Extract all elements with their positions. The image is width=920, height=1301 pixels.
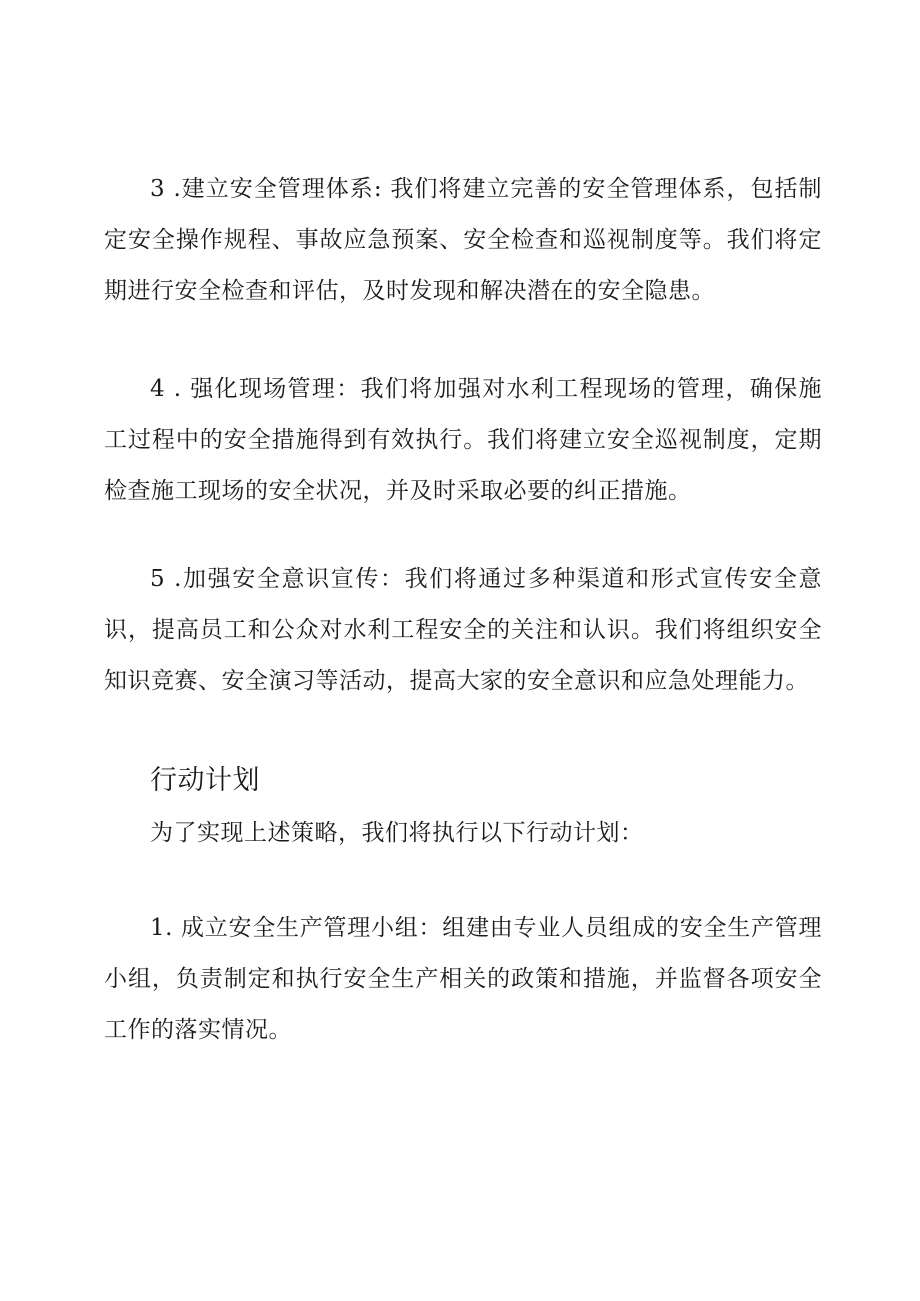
- strategy-paragraph-3: 3 .建立安全管理体系: 我们将建立完善的安全管理体系，包括制定安全操作规程、事故应急预案、安全检查和巡视制度等。我们将定期进行安全检查和评估，及时发现和解决潜在的安全隐患。: [104, 176, 822, 304]
- strategy-paragraph-4: 4 . 强化现场管理：我们将加强对水利工程现场的管理，确保施工过程中的安全措施得到有效执行。我们将建立安全巡视制度，定期检查施工现场的安全状况，并及时采取必要的纠正措施。: [104, 376, 822, 504]
- section-heading-action-plan: 行动计划: [150, 765, 260, 796]
- strategy-paragraph-5: 5 .加强安全意识宣传：我们将通过多种渠道和形式宣传安全意识，提高员工和公众对水利工程安全的关注和认识。我们将组织安全知识竞赛、安全演习等活动，提高大家的安全意识和应急处理能力。: [104, 566, 822, 694]
- action-plan-intro: 为了实现上述策略，我们将执行以下行动计划：: [150, 820, 644, 846]
- action-plan-item-1: 1. 成立安全生产管理小组：组建由专业人员组成的安全生产管理小组，负责制定和执行安全生产相关的政策和措施，并监督各项安全工作的落实情况。: [104, 915, 822, 1043]
